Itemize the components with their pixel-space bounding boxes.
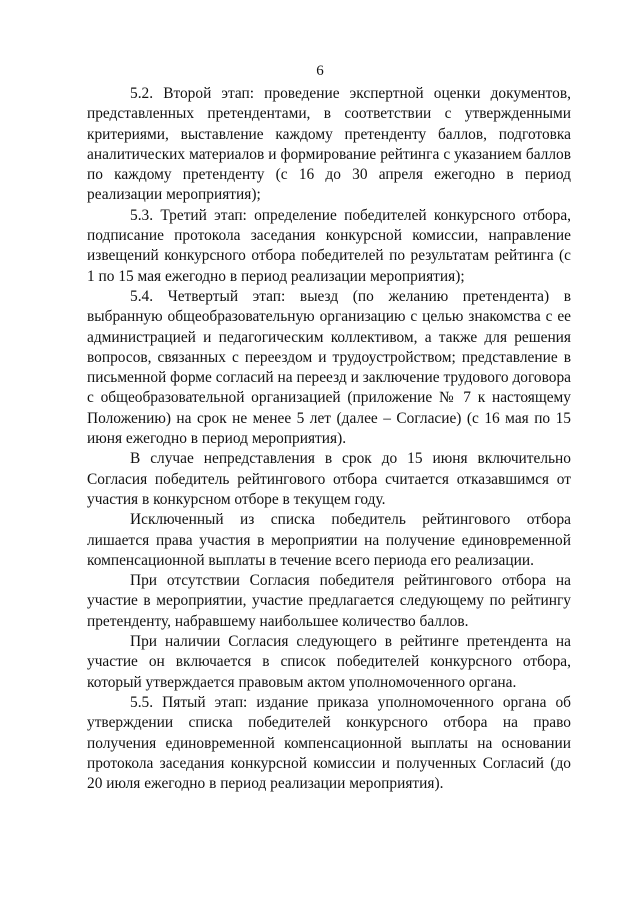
paragraph-5-2-second-stage: 5.2. Второй этап: проведение экспертной оценки документов, представленных претендентами, в соответствии с утвержденными критериями, выставление каждому претенденту баллов, подготовка аналитических материалов и формирование рейтинга с указанием баллов по каждому претенденту (с 16 до 30 апреля ежегодно в период реализации мероприятия);	[87, 85, 571, 204]
paragraph-5-3-third-stage: 5.3. Третий этап: определение победителей конкурсного отбора, подписание протокола заседания конкурсной комиссии, направление извещений конкурсного отбора победителей по результатам рейтинга (с 1 по 15 мая ежегодно в период реализации мероприятия);	[87, 206, 571, 285]
paragraph-no-consent-next-candidate: При отсутствии Согласия победителя рейтингового отбора на участие в мероприятии, участие предлагается следующему по рейтингу претенденту, набравшему наибольшее количество баллов.	[87, 572, 571, 630]
paragraph-no-consent-deadline: В случае непредставления в срок до 15 июня включительно Согласия победитель рейтингового отбора считается отказавшимся от участия в конкурсном отборе в текущем году.	[87, 450, 571, 508]
paragraph-excluded-winner: Исключенный из списка победитель рейтингового отбора лишается права участия в мероприятии на получение единовременной компенсационной выплаты в течение всего периода его реализации.	[87, 511, 571, 569]
paragraph-next-candidate-consent: При наличии Согласия следующего в рейтинге претендента на участие он включается в список победителей конкурсного отбора, который утверждается правовым актом уполномоченного органа.	[87, 633, 571, 691]
document-body	[87, 84, 571, 794]
paragraph-5-5-fifth-stage: 5.5. Пятый этап: издание приказа уполномоченного органа об утверждении списка победителей конкурсного отбора на право получения единовременной компенсационной выплаты на основании протокола заседания конкурсной комиссии и полученных Согласий (до 20 июля ежегодно в период реализации мероприятия).	[87, 693, 571, 793]
paragraph-5-4-fourth-stage: 5.4. Четвертый этап: выезд (по желанию претендента) в выбранную общеобразовательную организацию с целью знакомства с ее администрацией и педагогическим коллективом, а также для решения вопросов, связанных с переездом и трудоустройством; представление в письменной форме согласий на переезд и заключение трудового договора с общеобразовательной организацией (приложение № 7 к настоящему Положению) на срок не менее 5 лет (далее – Согласие) (с 16 мая по 15 июня ежегодно в период мероприятия).	[87, 287, 571, 448]
page-number: 6	[316, 63, 324, 79]
